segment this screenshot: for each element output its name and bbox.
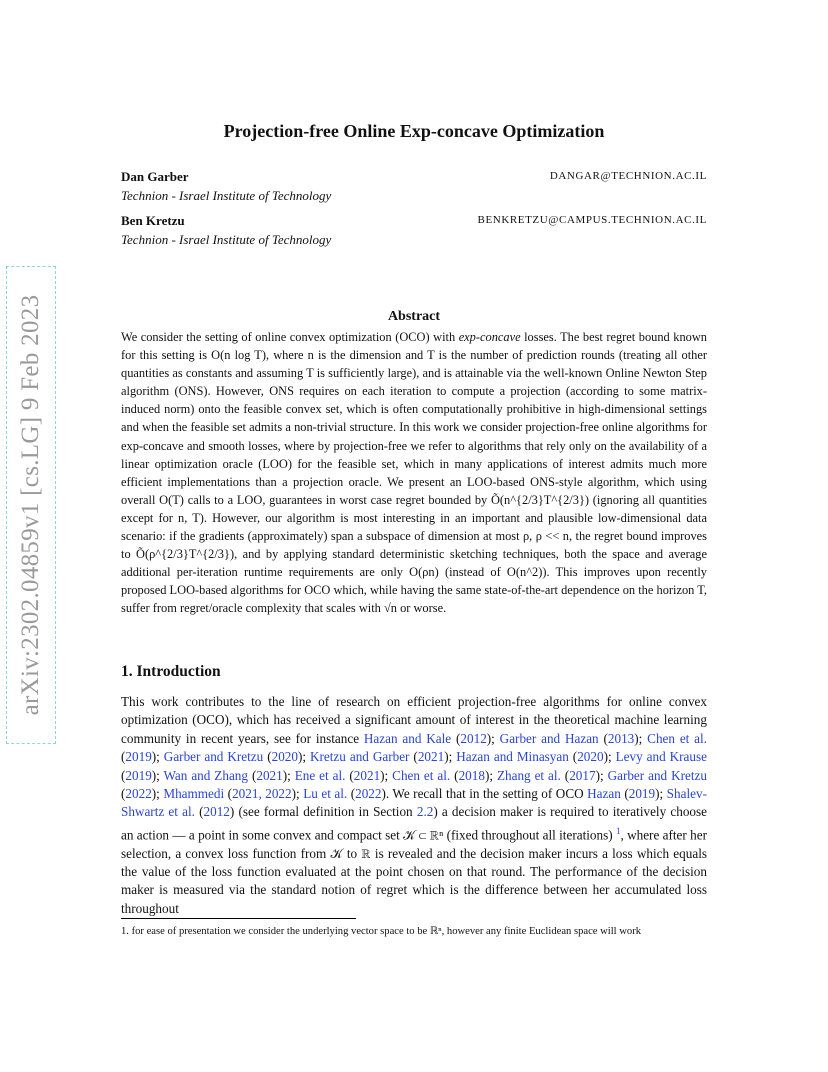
citation-link[interactable]: 2020 <box>271 749 298 765</box>
citation-link[interactable]: Hazan <box>587 786 621 802</box>
abstract-emphasis: exp-concave <box>458 330 521 344</box>
citation-link[interactable]: 2012 <box>203 804 230 820</box>
intro-text: ); <box>484 767 497 783</box>
citation-link[interactable]: 2019 <box>628 786 656 802</box>
citation-link[interactable]: 2019 <box>125 749 152 765</box>
intro-text: ); <box>486 730 500 746</box>
citation-link[interactable]: Zhang et al. <box>496 767 561 783</box>
abstract-text <box>121 328 707 618</box>
intro-text: ( <box>248 767 257 783</box>
citation-link[interactable]: Garber and Kretzu <box>163 749 264 765</box>
author-name: Ben Kretzu <box>121 213 185 228</box>
intro-text: ( <box>451 730 461 746</box>
citation-link[interactable]: Garber and Kretzu <box>607 767 707 783</box>
intro-text: , where after her selection, a convex loss function from 𝒦 to ℝ is revealed and the decision maker incurs a loss which equals the value of the loss function evaluated at the point chosen on that round. The performance of the decision maker is measured via the standard notion of regret which is the difference between her accumulated loss throughout <box>121 827 707 916</box>
intro-text: ( <box>620 786 629 802</box>
footnote-marker[interactable]: 1 <box>615 825 621 836</box>
footnote: 1. for ease of presentation we consider the underlying vector space to be ℝⁿ, however any finite Euclidean space will work <box>121 926 642 937</box>
intro-text: ( <box>121 767 126 783</box>
abstract-heading: Abstract <box>387 309 441 324</box>
citation-link[interactable]: Chen et al. <box>392 767 451 783</box>
citation-link[interactable]: 2021, 2022 <box>232 786 292 802</box>
intro-text: ); <box>595 767 608 783</box>
intro-text: ( <box>568 749 578 765</box>
intro-text: ); <box>291 786 304 802</box>
intro-text: ); <box>151 749 164 765</box>
intro-text: ( <box>560 767 570 783</box>
citation-link[interactable]: Hazan and Kale <box>363 730 452 746</box>
intro-text: ); <box>444 749 457 765</box>
paper-title: Projection-free Online Exp-concave Optimization <box>223 121 605 141</box>
intro-text: ); <box>297 749 310 765</box>
intro-text: ); <box>151 767 164 783</box>
citation-link[interactable]: 2021 <box>353 767 381 783</box>
citation-link[interactable]: Chen et al. <box>647 730 707 746</box>
citation-link[interactable]: Ene et al. <box>294 767 346 783</box>
intro-text: ( <box>450 767 459 783</box>
intro-text: ); <box>380 767 393 783</box>
citation-link[interactable]: 2017 <box>569 767 596 783</box>
arxiv-stamp <box>6 266 56 744</box>
citation-link[interactable]: Mhammedi <box>163 786 225 802</box>
intro-text: ( <box>409 749 418 765</box>
citation-link[interactable]: Levy and Krause <box>615 749 707 765</box>
intro-text: ( <box>263 749 272 765</box>
citation-link[interactable]: Shalev-Shwartz et al. <box>121 786 707 820</box>
intro-text: ); <box>282 767 295 783</box>
citation-link[interactable]: Wan and Zhang <box>163 767 248 783</box>
author-block <box>121 169 707 204</box>
citation-link[interactable]: 2022 <box>355 786 382 802</box>
citation-link[interactable]: 2019 <box>125 767 152 783</box>
intro-text: ( <box>121 749 126 765</box>
introduction-paragraph <box>121 693 707 918</box>
intro-text: ); <box>634 730 648 746</box>
intro-text: ( <box>345 767 354 783</box>
footnote-divider <box>121 918 356 919</box>
intro-text: ) a decision maker is required to iteratively choose an action — a point in some convex and compact set 𝒦 ⊂ ℝⁿ (fixed throughout all iterations) <box>121 804 707 843</box>
arxiv-stamp-text: arXiv:2302.04859v1 [cs.LG] 9 Feb 2023 <box>17 294 44 716</box>
abstract-segment: We consider the setting of online convex optimization (OCO) with <box>121 330 459 344</box>
author-block <box>121 213 707 248</box>
abstract-segment: losses. The best regret bound known for this setting is O(n log T), where n is the dimension and T is the number of prediction rounds (treating all other quantities as constants and assuming T is sufficiently large), and is attainable via the well-known Online Newton Step algorithm (ONS). However, ONS requires on each iteration to compute a projection (according to some matrix-induced norm) onto the feasible convex set, which is often computationally prohibitive in high-dimensional settings and when the feasible set admits a non-trivial structure. In this work we consider projection-free online algorithms for exp-concave and smooth losses, where by projection-free we refer to algorithms that rely only on the availability of a linear optimization oracle (LOO) for the feasible set, which in many applications of interest admits much more efficient implementations than a projection oracle. We present an LOO-based ONS-style algorithm, which using overall O(T) calls to a LOO, guarantees in worst case regret bounded by Õ(n^{2/3}T^{2/3}) (ignoring all quantities except for n, T). However, our algorithm is most interesting in an important and plausible low-dimensional data scenario: if the gradients (approximately) span a subspace of dimension at most ρ, ρ << n, the regret bound improves to Õ(ρ^{2/3}T^{2/3}), and by applying standard deterministic sketching techniques, both the space and average additional per-iteration runtime requirements are only O(ρn) (instead of O(n^2)). This improves upon recently proposed LOO-based algorithms for OCO which, while having the same state-of-the-art dependence on the horizon T, suffer from regret/oracle complexity that scales with √n or worse. <box>121 330 707 616</box>
citation-link[interactable]: 2022 <box>125 786 152 802</box>
intro-text: This work contributes to the line of research on efficient projection-free algorithms for online convex optimization (OCO), which has received a significant amount of interest in the theoretical machine learning community in recent years, see for instance <box>121 694 707 746</box>
author-email[interactable]: BENKRETZU@CAMPUS.TECHNION.AC.IL <box>477 214 707 226</box>
citation-link[interactable]: Kretzu and Garber <box>310 749 410 765</box>
intro-text: ( <box>347 786 356 802</box>
author-affiliation: Technion - Israel Institute of Technology <box>121 188 332 203</box>
intro-text: ( <box>194 804 204 820</box>
citation-link[interactable]: 2020 <box>577 749 604 765</box>
citation-link[interactable]: Lu et al. <box>303 786 348 802</box>
intro-text: ( <box>224 786 233 802</box>
citation-link[interactable]: 2012 <box>460 730 487 746</box>
citation-link[interactable]: 2018 <box>458 767 485 783</box>
intro-text: ). We recall that in the setting of OCO <box>381 786 588 802</box>
citation-link[interactable]: 2021 <box>256 767 283 783</box>
citation-link[interactable]: 2021 <box>417 749 445 765</box>
citation-link[interactable]: Garber and Hazan <box>499 730 599 746</box>
intro-text: ( <box>121 786 126 802</box>
citation-link[interactable]: 2013 <box>607 730 635 746</box>
intro-text: ); <box>603 749 616 765</box>
section-heading: 1. Introduction <box>121 663 221 680</box>
intro-text: ) (see formal definition in Section <box>229 804 417 820</box>
author-email[interactable]: DANGAR@TECHNION.AC.IL <box>549 170 707 182</box>
author-name: Dan Garber <box>121 169 189 184</box>
intro-text: ); <box>151 786 164 802</box>
citation-link[interactable]: Hazan and Minasyan <box>456 749 569 765</box>
intro-text: ); <box>655 786 667 802</box>
citation-link[interactable]: 2.2 <box>416 804 434 820</box>
author-affiliation: Technion - Israel Institute of Technology <box>121 232 332 247</box>
intro-text: ( <box>598 730 608 746</box>
